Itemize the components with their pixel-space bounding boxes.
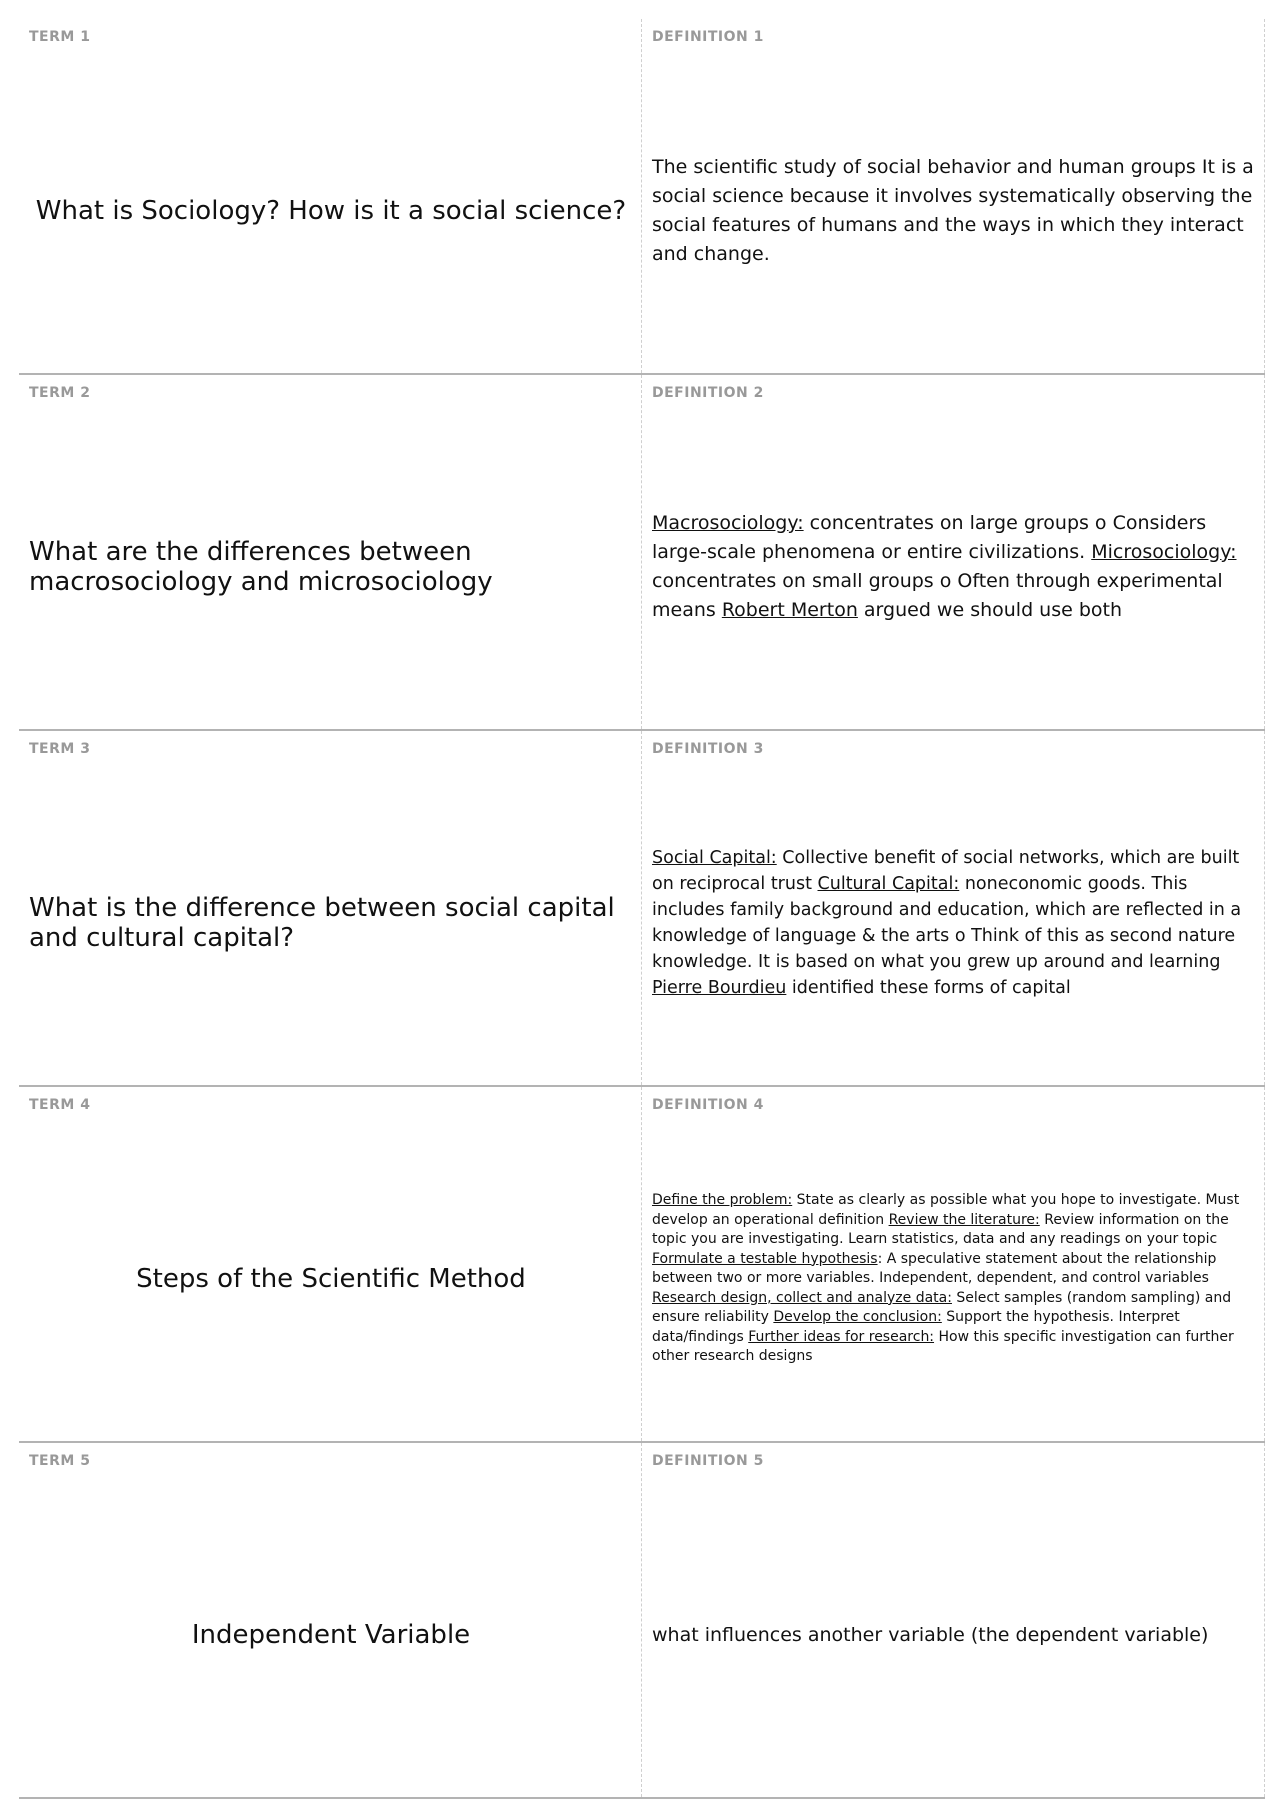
definition-segment: State as clearly as possible what you hope to investigate. Must develop an operational definition [652,1192,1240,1228]
term-text: What are the differences between macrosociology and microsociology [29,537,493,597]
definition-keyword: Research design, collect and analyze data: [652,1289,952,1306]
term-text: Independent Variable [191,1620,471,1650]
flashcard-row-5 [19,1443,1265,1799]
definition-segment: Collective benefit of social networks, which are built on reciprocal trust [652,848,1240,894]
definition-content [652,1123,1256,1435]
flashcard-row-4 [19,1087,1265,1443]
definition-text [652,845,1256,1001]
definition-cell-1 [642,19,1265,373]
flashcard-row-2 [19,375,1265,731]
term-label: TERM 2 [29,385,91,401]
definition-text [652,1191,1256,1367]
term-content [29,55,633,367]
definition-segment: Support the hypothesis. Interpret data/findings [652,1309,1180,1345]
term-cell-4 [19,1087,642,1441]
definition-keyword: Cultural Capital: [817,874,960,894]
definition-text [652,153,1256,269]
definition-label: DEFINITION 1 [652,29,764,45]
definition-segment: Select samples (random sampling) and ensure reliability [652,1289,1232,1326]
definition-segment: identified these forms of capital [786,978,1071,998]
definition-keyword: Define the problem: [652,1192,793,1209]
definition-keyword: Formulate a testable hypothesis [652,1250,878,1267]
definition-keyword: Review the literature: [888,1211,1040,1228]
definition-label: DEFINITION 3 [652,741,764,757]
term-content [29,1123,633,1435]
definition-label: DEFINITION 4 [652,1097,764,1113]
definition-content [652,55,1256,367]
term-text: Steps of the Scientific Method [136,1264,526,1294]
flashcard-row-3 [19,731,1265,1087]
term-content [29,411,633,723]
term-cell-5 [19,1443,642,1797]
definition-segment: How this specific investigation can further other research designs [652,1328,1234,1365]
definition-keyword: Microsociology: [1091,541,1237,563]
definition-text [652,1621,1256,1650]
definition-keyword: Pierre Bourdieu [652,978,787,998]
definition-label: DEFINITION 5 [652,1453,764,1469]
term-content [29,767,633,1079]
term-cell-3 [19,731,642,1085]
definition-keyword: Robert Merton [721,599,858,621]
flashcard-sheet [19,19,1265,1799]
definition-keyword: Macrosociology: [652,512,804,534]
term-cell-2 [19,375,642,729]
term-cell-1 [19,19,642,373]
definition-segment: concentrates on small groups o Often through experimental means [652,570,1223,621]
definition-content [652,411,1256,723]
definition-segment: noneconomic goods. This includes family background and education, which are reflected in a knowledge of language & the arts o Think of this as second nature knowledge. It is based on what you grew up around and learning [652,874,1242,972]
definition-label: DEFINITION 2 [652,385,764,401]
definition-content [652,1479,1256,1791]
definition-keyword: Develop the conclusion: [773,1309,942,1326]
definition-cell-3 [642,731,1265,1085]
term-text: What is Sociology? How is it a social science? [35,196,627,226]
definition-segment: what influences another variable (the dependent variable) [652,1623,1209,1646]
term-text: What is the difference between social capital and cultural capital? [29,893,615,953]
flashcard-row-1 [19,19,1265,375]
term-label: TERM 5 [29,1453,91,1469]
definition-segment: concentrates on large groups o Considers large-scale phenomena or entire civilizations. [652,512,1207,563]
definition-cell-4 [642,1087,1265,1441]
term-label: TERM 4 [29,1097,91,1113]
term-content [29,1479,633,1791]
definition-segment: : A speculative statement about the relationship between two or more variables. Independent, dependent, and control variables [652,1250,1217,1287]
definition-cell-5 [642,1443,1265,1797]
definition-segment: Review information on the topic you are investigating. Learn statistics, data and any readings on your topic [652,1211,1229,1248]
definition-segment: argued we should use both [857,599,1123,621]
definition-text [652,509,1256,625]
definition-content [652,767,1256,1079]
term-label: TERM 1 [29,29,91,45]
definition-cell-2 [642,375,1265,729]
definition-keyword: Social Capital: [652,848,777,868]
term-label: TERM 3 [29,741,91,757]
definition-keyword: Further ideas for research: [748,1328,935,1345]
definition-segment: The scientific study of social behavior and human groups It is a social science because it involves systematically observing the social features of humans and the ways in which they interact and change. [652,156,1254,265]
